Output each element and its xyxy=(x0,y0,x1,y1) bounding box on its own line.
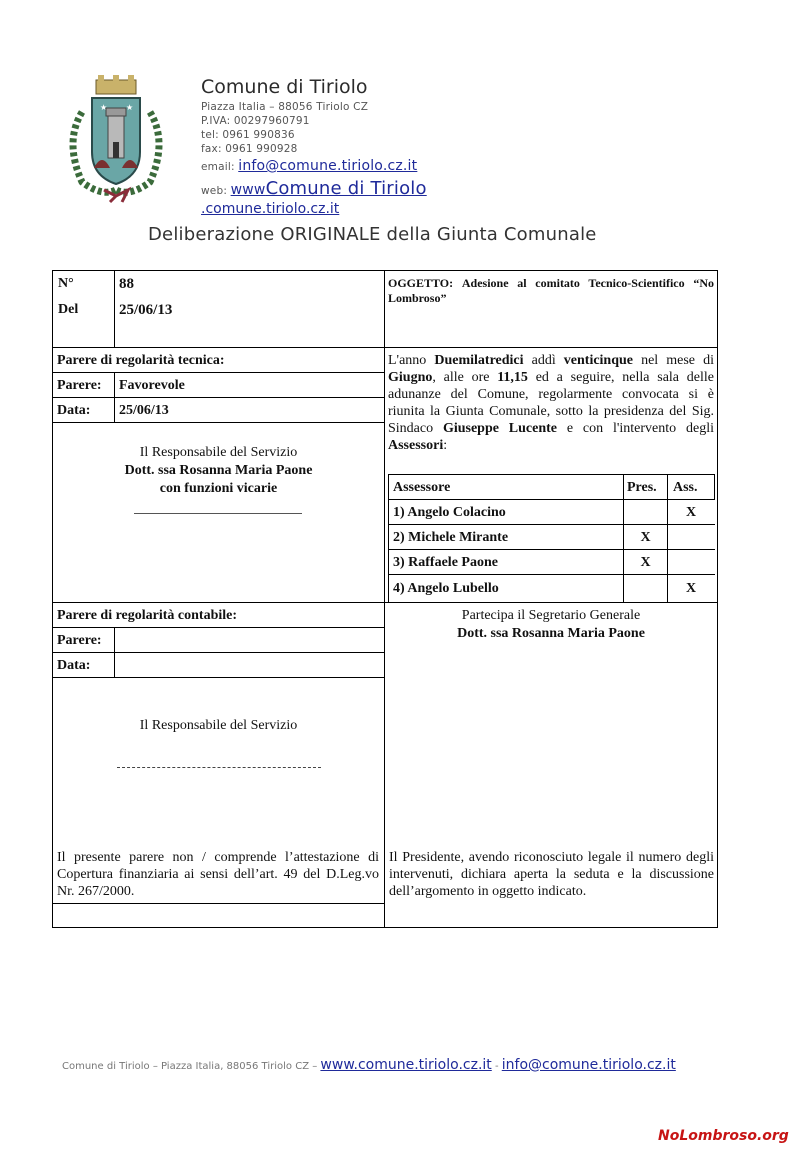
regolarita-contabile-heading: Parere di regolarità contabile: xyxy=(57,608,238,623)
date-value: 25/06/13 xyxy=(119,302,173,318)
fax: fax: 0961 990928 xyxy=(201,143,298,155)
data-value: 25/06/13 xyxy=(119,403,169,418)
data-label: Data: xyxy=(57,403,91,418)
assessore-name: 1) Angelo Colacino xyxy=(393,505,506,520)
footer xyxy=(62,1057,676,1073)
parere-label: Parere: xyxy=(57,378,102,393)
regolarita-tecnica-heading: Parere di regolarità tecnica: xyxy=(57,353,225,368)
nolombroso-watermark: NoLombroso.org xyxy=(658,1128,789,1144)
signature-line-2 xyxy=(117,767,321,768)
svg-text:★: ★ xyxy=(126,103,134,112)
number-label: N° xyxy=(58,276,74,291)
responsabile-name: Dott. ssa Rosanna Maria Paone xyxy=(124,463,313,478)
address: Piazza Italia – 88056 Tiriolo CZ xyxy=(201,101,369,113)
email-row xyxy=(201,158,417,174)
attendance-header-assessore: Assessore xyxy=(393,480,451,495)
attendance-header-pres: Pres. xyxy=(627,480,657,495)
parere2-label: Parere: xyxy=(57,633,102,648)
footer-text: Comune di Tiriolo – Piazza Italia, 88056 Tiriolo CZ – xyxy=(62,1061,318,1072)
number-value: 88 xyxy=(119,276,134,292)
footer-web-link[interactable]: www.comune.tiriolo.cz.it xyxy=(320,1057,492,1073)
web-row xyxy=(201,178,427,199)
web-label: web: xyxy=(201,185,228,197)
oggetto-text: Adesione al comitato Tecnico-Scientifico “No Lombroso” xyxy=(388,276,715,305)
oggetto xyxy=(388,276,714,306)
assessore-ass: X xyxy=(685,505,697,520)
web-link[interactable] xyxy=(230,178,427,199)
seduta-intro: L'anno Duemilatredici addì venticinque nel mese di Giugno, alle ore 11,15 ed a seguire, nella sala delle adunanze del Comune, regolarmente convocata si è riunita la Giunta Comunale, sotto la presidenza del Sig. Sindaco Giuseppe Lucente e con l'intervento degli Assessori: xyxy=(388,353,714,453)
assessore-pres: X xyxy=(640,555,651,570)
piva: P.IVA: 00297960791 xyxy=(201,115,310,127)
attendance-header-ass: Ass. xyxy=(673,480,698,495)
responsabile2-title: Il Responsabile del Servizio xyxy=(139,718,298,733)
presidente-text: Il Presidente, avendo riconosciuto legale il numero degli intervenuti, dichiara aperta la seduta e la discussione dell’argomento in oggetto indicato. xyxy=(389,850,714,899)
municipal-crest-logo xyxy=(62,72,170,202)
segretario-title: Partecipa il Segretario Generale xyxy=(461,608,641,623)
oggetto-label: OGGETTO: xyxy=(388,276,454,290)
segretario-name: Dott. ssa Rosanna Maria Paone xyxy=(457,626,645,641)
web-prefix: www xyxy=(230,182,266,198)
assessore-ass: X xyxy=(685,581,697,596)
footer-email-link[interactable]: info@comune.tiriolo.cz.it xyxy=(501,1057,676,1073)
footer-separator: - xyxy=(491,1061,502,1072)
document-title: Deliberazione ORIGINALE della Giunta Comunale xyxy=(148,224,597,245)
data2-label: Data: xyxy=(57,658,91,673)
signature-line xyxy=(134,513,302,514)
telephone: tel: 0961 990836 xyxy=(201,129,295,141)
web-domain-link[interactable]: .comune.tiriolo.cz.it xyxy=(201,201,340,217)
date-label: Del xyxy=(58,302,79,317)
responsabile-title: Il Responsabile del Servizio xyxy=(139,445,298,460)
copertura-text: Il presente parere non / comprende l’attestazione di Copertura finanziaria ai sensi dell’art. 49 del D.Leg.vo Nr. 267/2000. xyxy=(57,850,379,899)
email-label: email: xyxy=(201,161,235,173)
comune-name: Comune di Tiriolo xyxy=(201,76,368,98)
responsabile-role: con funzioni vicarie xyxy=(159,481,278,496)
email-link[interactable]: info@comune.tiriolo.cz.it xyxy=(238,158,418,174)
assessore-pres: X xyxy=(640,530,651,545)
web-link-text: Comune di Tiriolo xyxy=(265,178,427,199)
assessore-name: 4) Angelo Lubello xyxy=(393,581,499,596)
assessore-name: 3) Raffaele Paone xyxy=(393,555,498,570)
assessore-name: 2) Michele Mirante xyxy=(393,530,509,545)
parere-value: Favorevole xyxy=(119,378,185,393)
svg-text:★: ★ xyxy=(100,103,108,112)
